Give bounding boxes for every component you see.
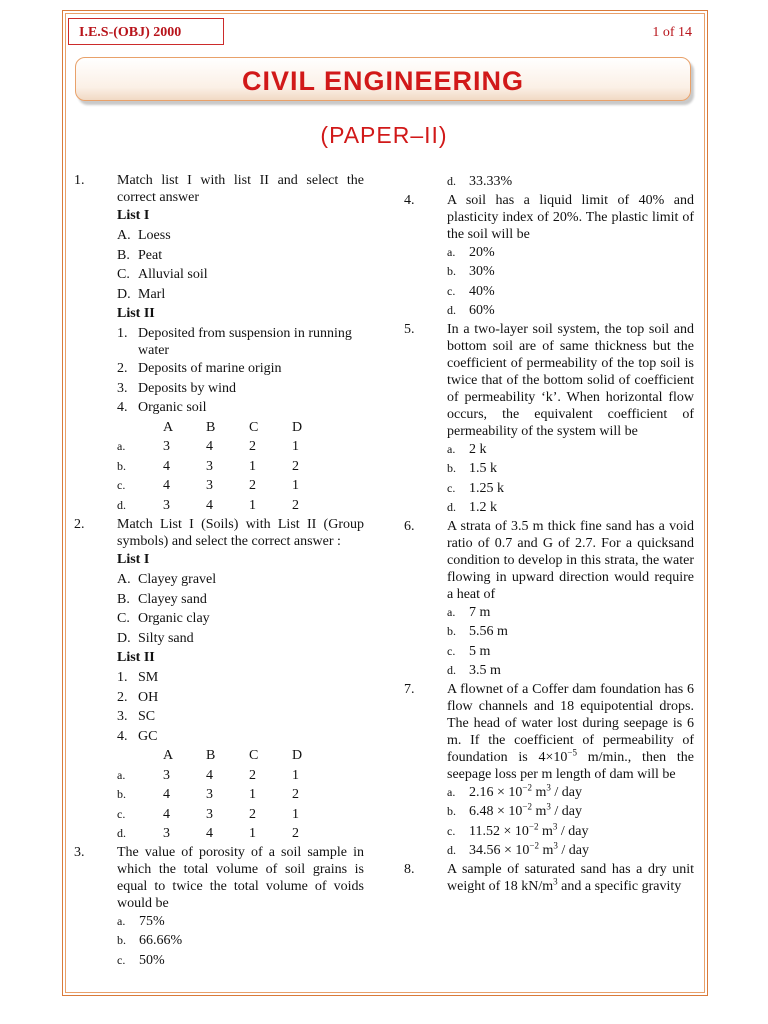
right-column	[404, 172, 694, 895]
answer-option: c. 1.25 k	[447, 480, 504, 496]
list-item: B. Peat	[117, 247, 163, 263]
answer-option: b. 30%	[447, 264, 495, 279]
question-number: 6.	[404, 518, 415, 534]
question-number: 2.	[74, 517, 85, 532]
list-item: D. Silty sand	[117, 630, 194, 646]
document-title: CIVIL ENGINEERING	[241, 66, 525, 96]
question-7	[404, 681, 694, 861]
answer-option: b. 66.66%	[117, 933, 183, 948]
question-number: 5.	[404, 321, 415, 337]
list-item: C. Organic clay	[117, 611, 210, 626]
answer-option: c. 4 3 2 1	[117, 806, 299, 822]
answer-option: d. 3 4 1 2	[117, 826, 299, 841]
answer-option: d. 3 4 1 2	[117, 497, 299, 513]
left-column	[74, 172, 364, 970]
list-item: A. Clayey gravel	[117, 572, 217, 587]
answer-option: c. 40%	[447, 283, 495, 299]
list-heading: List I	[117, 552, 150, 567]
answer-option: c. 5 m	[447, 643, 491, 659]
list-item: A. Loess	[117, 228, 171, 243]
list-item: 1. SM	[117, 670, 159, 685]
answer-table-header: A B C D	[163, 748, 303, 763]
list-heading: List II	[117, 650, 155, 665]
question-text: A soil has a liquid limit of 40% and plasticity index of 20%. The plastic limit of the soil will be	[447, 192, 694, 242]
answer-option: a. 7 m	[447, 604, 491, 620]
answer-table-header: A B C D	[163, 419, 303, 435]
answer-table	[117, 418, 364, 516]
answer-table	[117, 746, 364, 844]
question-number: 1.	[74, 173, 85, 188]
answer-option: b. 4 3 1 2	[117, 458, 299, 474]
answer-option: d. 3.5 m	[447, 663, 501, 678]
question-1	[74, 172, 364, 515]
answer-option: a. 3 4 2 1	[117, 767, 299, 783]
question-8	[404, 861, 694, 895]
list-item: D. Marl	[117, 286, 166, 302]
question-text: A strata of 3.5 m thick fine sand has a void ratio of 0.7 and G of 2.7. For a quicksand condition to develop in this strata, the water flowing in upward direction would require a heat of	[447, 518, 694, 602]
list-item: 4. Organic soil	[117, 400, 207, 415]
answer-option: c. 4 3 2 1	[117, 478, 299, 493]
list-item: 2. OH	[117, 689, 159, 705]
answer-option: b. 4 3 1 2	[117, 787, 299, 802]
question-text: Match List I (Soils) with List II (Group symbols) and select the correct answer :	[117, 517, 364, 549]
question-number: 4.	[404, 192, 415, 208]
list-item: 1. Deposited from suspension in running water	[117, 326, 352, 358]
list-item: C. Alluvial soil	[117, 267, 208, 282]
list-item: 4. GC	[117, 728, 158, 744]
answer-option: c. 50%	[117, 952, 165, 968]
answer-option: b. 1.5 k	[447, 461, 497, 476]
list-item: 3. Deposits by wind	[117, 380, 236, 396]
page-number: 1 of 14	[652, 25, 692, 40]
question-number: 8.	[404, 861, 415, 877]
list-item: 2. Deposits of marine origin	[117, 361, 282, 376]
question-6	[404, 518, 694, 681]
answer-option: b. $6.48 \times 10^{-2}$ $m^3$ / day	[447, 801, 582, 819]
answer-option: b. 5.56 m	[447, 624, 508, 639]
question-4	[404, 192, 694, 321]
exam-label: I.E.S-(OBJ) 2000	[68, 18, 224, 45]
list-heading: List I	[117, 208, 150, 223]
answer-option: a. 75%	[117, 913, 165, 929]
answer-option: c. $11.52 \times 10^{-2}$ $m^3$ / day	[447, 820, 589, 839]
title-banner	[75, 57, 691, 101]
answer-option: d. 1.2 k	[447, 500, 497, 515]
question-3	[74, 844, 364, 971]
answer-option: a. $2.16 \times 10^{-2}$ $m^3$ / day	[447, 781, 582, 800]
list-heading: List II	[117, 306, 155, 321]
question-text: A flownet of a Coffer dam foundation has 6 flow channels and 18 equipotential drops. The head of water lost during seepage is 6 m. If the coefficient of permeability of foundation is $4\times 10^{-5}$ m/min., then the seepage loss per m length of dam will be	[447, 681, 695, 782]
answer-option: d. $34.56 \times 10^{-2}$ $m^3$ / day	[447, 840, 589, 858]
question-text: Match list I with list II and select the correct answer	[117, 173, 364, 205]
question-number: 3.	[74, 844, 85, 860]
answer-option: d. 60%	[447, 303, 495, 318]
list-item: B. Clayey sand	[117, 591, 207, 607]
answer-option: d. 33.33%	[447, 174, 513, 189]
question-text: A sample of saturated sand has a dry unit weight of 18 $kN/m^3$ and a specific gravity	[447, 861, 694, 894]
answer-option: a. 2 k	[447, 441, 487, 457]
answer-option: a. 3 4 2 1	[117, 439, 299, 454]
paper-subtitle: (PAPER–II)	[320, 122, 448, 148]
answer-option: a. 20%	[447, 244, 495, 260]
question-2	[74, 516, 364, 844]
question-text: In a two-layer soil system, the top soil and bottom soil are of same thickness but the coefficient of permeability of the top soil is twice that of the bottom solid of coefficient of permeability ‘k’. When horizontal flow occurs, the equivalent coefficient of permeability of the system will be	[447, 321, 694, 439]
question-text: The value of porosity of a soil sample in which the total volume of soil grains is equal to twice the total volume of voids would be	[117, 844, 364, 911]
question-5	[404, 321, 694, 518]
list-item: 3. SC	[117, 709, 156, 724]
question-number: 7.	[404, 681, 415, 697]
